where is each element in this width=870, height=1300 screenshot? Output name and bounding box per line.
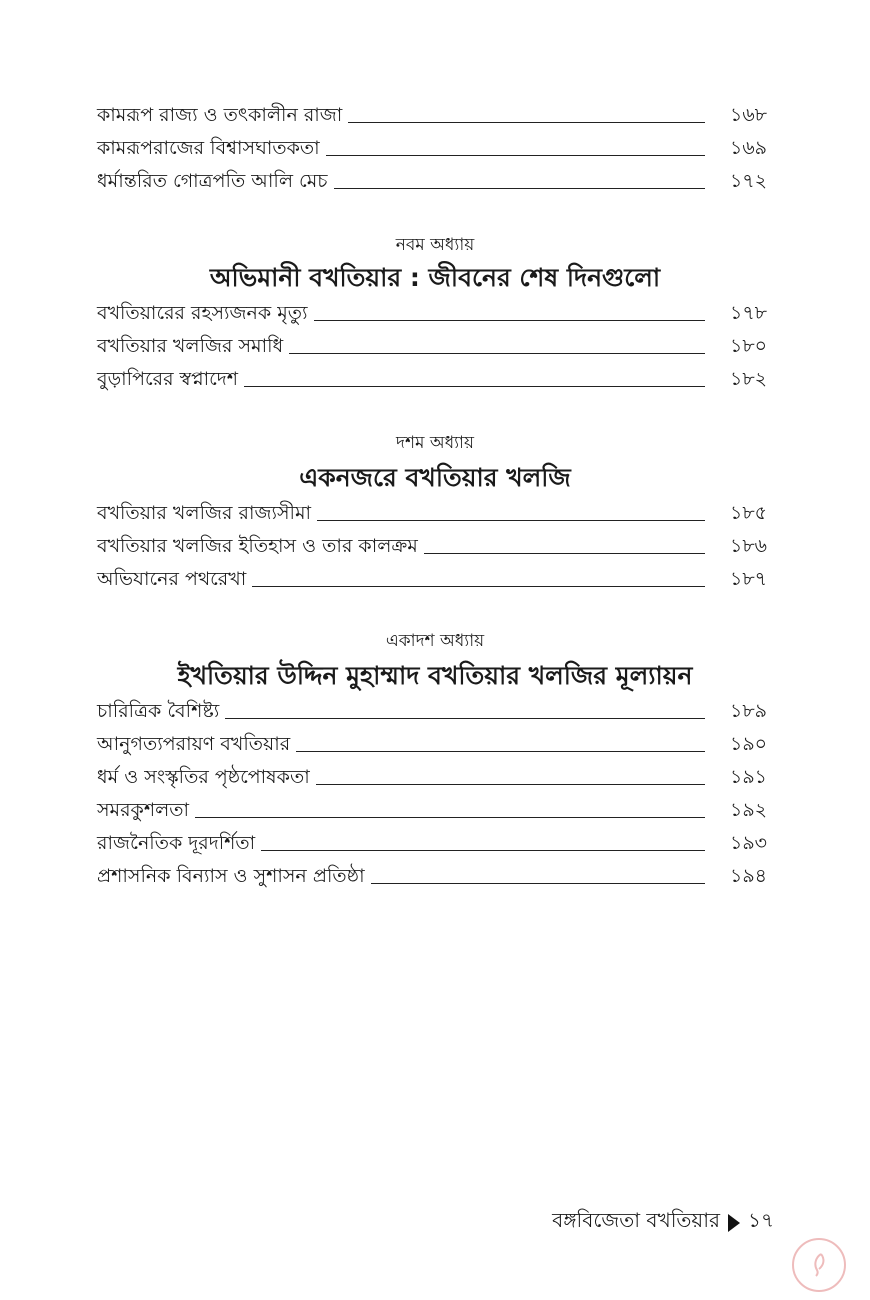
toc-entry [97, 857, 767, 890]
toc-entry [97, 824, 767, 857]
toc-entry [97, 527, 767, 560]
entry-page: ১৯০ [729, 733, 767, 755]
leader-line [348, 121, 705, 123]
triangle-right-icon [728, 1214, 740, 1232]
entry-page: ১৮৫ [730, 502, 767, 524]
entry-page: ১৯২ [729, 799, 767, 821]
publisher-logo-watermark [792, 1238, 846, 1292]
chapter-title: ইখতিয়ার উদ্দিন মুহাম্মাদ বখতিয়ার খলজির মূল্যায়ন [177, 661, 693, 690]
entry-page: ১৮০ [729, 335, 767, 357]
toc-section-continued [97, 96, 767, 195]
leader-line [424, 552, 705, 554]
leader-line [195, 816, 705, 818]
entry-page: ১৯১ [730, 766, 767, 788]
footer-page-number: ১৭ [748, 1208, 774, 1232]
entry-page: ১৮৭ [729, 568, 767, 590]
entry-title: বুড়াপিরের স্বপ্নাদেশ [97, 368, 238, 390]
toc-entry [97, 791, 767, 824]
toc-section [97, 692, 767, 890]
leader-line [326, 154, 705, 156]
entry-title: চারিত্রিক বৈশিষ্ট্য [97, 700, 220, 722]
leader-line [314, 319, 705, 321]
entry-page: ১৮২ [729, 368, 767, 390]
toc-entry [97, 96, 767, 129]
leader-line [317, 519, 705, 521]
chapter-label: নবম অধ্যায় [395, 235, 475, 255]
toc-entry [97, 560, 767, 593]
toc-entry [97, 494, 767, 527]
leader-line [289, 352, 705, 354]
leader-line [244, 385, 705, 387]
entry-page: ১৬৯ [729, 137, 767, 159]
entry-page: ১৮৬ [729, 535, 767, 557]
toc-section [97, 294, 767, 393]
entry-title: প্রশাসনিক বিন্যাস ও সুশাসন প্রতিষ্ঠা [97, 865, 365, 887]
entry-page: ১৯৪ [730, 865, 767, 887]
entry-page: ১৯৩ [729, 832, 767, 854]
leader-line [316, 783, 705, 785]
toc-entry [97, 162, 767, 195]
entry-title: ধর্ম ও সংস্কৃতির পৃষ্ঠপোষকতা [97, 766, 310, 788]
toc-entry [97, 758, 767, 791]
leader-line [334, 187, 705, 189]
toc-entry [97, 129, 767, 162]
chapter-label: দশম অধ্যায় [396, 433, 474, 453]
chapter-label: একাদশ অধ্যায় [385, 631, 485, 651]
entry-title: অভিযানের পথরেখা [97, 568, 247, 590]
toc-section [97, 494, 767, 593]
footer-book-title: বঙ্গবিজেতা বখতিয়ার [552, 1208, 721, 1232]
entry-title: বখতিয়ার খলজির সমাধি [97, 335, 284, 357]
entry-title: ধর্মান্তরিত গোত্রপতি আলি মেচ [97, 170, 328, 192]
toc-entry [97, 327, 767, 360]
leader-line [261, 849, 705, 851]
entry-title: কামরূপরাজের বিশ্বাসঘাতকতা [97, 137, 320, 159]
entry-page: ১৭২ [729, 170, 767, 192]
entry-title: বখতিয়ারের রহস্যজনক মৃত্যু [97, 302, 308, 324]
page-footer [552, 1206, 774, 1239]
quill-icon [804, 1250, 834, 1280]
entry-title: বখতিয়ার খলজির রাজ্যসীমা [97, 502, 312, 524]
leader-line [252, 585, 705, 587]
entry-title: কামরূপ রাজ্য ও তৎকালীন রাজা [97, 104, 343, 126]
chapter-title: অভিমানী বখতিয়ার : জীবনের শেষ দিনগুলো [209, 263, 661, 292]
toc-entry [97, 692, 767, 725]
entry-title: রাজনৈতিক দূরদর্শিতা [97, 832, 256, 854]
entry-page: ১৮৯ [730, 700, 767, 722]
leader-line [371, 882, 705, 884]
entry-title: বখতিয়ার খলজির ইতিহাস ও তার কালক্রম [97, 535, 418, 557]
entry-title: সমরকুশলতা [97, 799, 190, 821]
leader-line [296, 750, 705, 752]
entry-title: আনুগত্যপরায়ণ বখতিয়ার [97, 733, 291, 755]
toc-entry [97, 360, 767, 393]
leader-line [225, 717, 705, 719]
entry-page: ১৭৮ [729, 302, 767, 324]
chapter-title: একনজরে বখতিয়ার খলজি [299, 463, 571, 492]
toc-entry [97, 725, 767, 758]
entry-page: ১৬৮ [729, 104, 767, 126]
toc-entry [97, 294, 767, 327]
